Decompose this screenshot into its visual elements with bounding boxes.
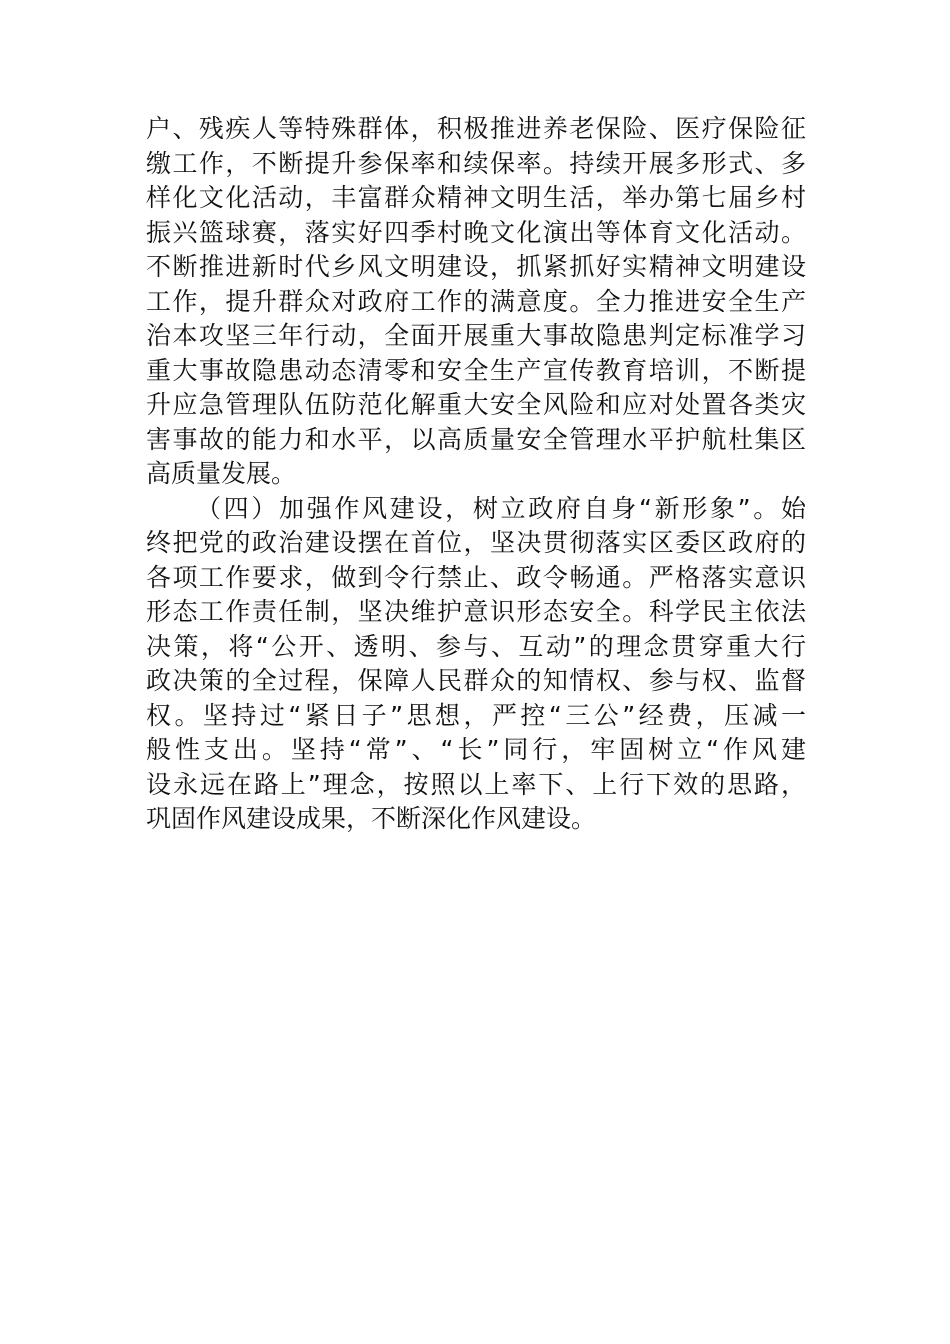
text-line: 升应急管理队伍防范化解重大安全风险和应对处置各类灾	[146, 390, 806, 419]
text-line: 缴工作，不断提升参保率和续保率。持续开展多形式、多	[146, 148, 806, 178]
text-line: 各项工作要求，做到令行禁止、政令畅通。严格落实意识	[146, 562, 806, 592]
text-line: 工作，提升群众对政府工作的满意度。全力推进安全生产	[146, 286, 806, 316]
text-line: 形态工作责任制，坚决维护意识形态安全。科学民主依法	[146, 597, 806, 626]
text-line: 重大事故隐患动态清零和安全生产宣传教育培训，不断提	[146, 355, 806, 385]
text-line: 巩固作风建设成果，不断深化作风建设。	[146, 804, 597, 833]
text-line: 权。坚持过“紧日子”思想，严控“三公”经费，压减一	[146, 700, 806, 730]
text-line: 振兴篮球赛，落实好四季村晚文化演出等体育文化活动。	[146, 217, 806, 247]
paragraph-2	[146, 492, 806, 837]
text-line: 不断推进新时代乡风文明建设，抓紧抓好实精神文明建设	[146, 252, 806, 281]
paragraph-1	[146, 112, 806, 492]
text-line: 决策，将“公开、透明、参与、互动”的理念贯穿重大行	[146, 631, 806, 661]
text-line: 样化文化活动，丰富群众精神文明生活，举办第七届乡村	[146, 183, 806, 212]
text-line: 户、残疾人等特殊群体，积极推进养老保险、医疗保险征	[146, 114, 806, 143]
text-line: 般性支出。坚持“常”、“长”同行，牢固树立“作风建	[146, 735, 806, 764]
text-line: 政决策的全过程，保障人民群众的知情权、参与权、监督	[146, 666, 806, 695]
text-line: 害事故的能力和水平，以高质量安全管理水平护航杜集区	[146, 424, 806, 454]
text-line: （四）加强作风建设，树立政府自身“新形象”。始	[196, 493, 806, 523]
text-line: 治本攻坚三年行动，全面开展重大事故隐患判定标准学习	[146, 321, 806, 350]
document-body	[146, 112, 806, 837]
text-line: 终把党的政治建设摆在首位，坚决贯彻落实区委区政府的	[146, 528, 806, 557]
text-line: 高质量发展。	[146, 459, 297, 488]
text-line: 设永远在路上”理念，按照以上率下、上行下效的思路，	[146, 769, 806, 799]
